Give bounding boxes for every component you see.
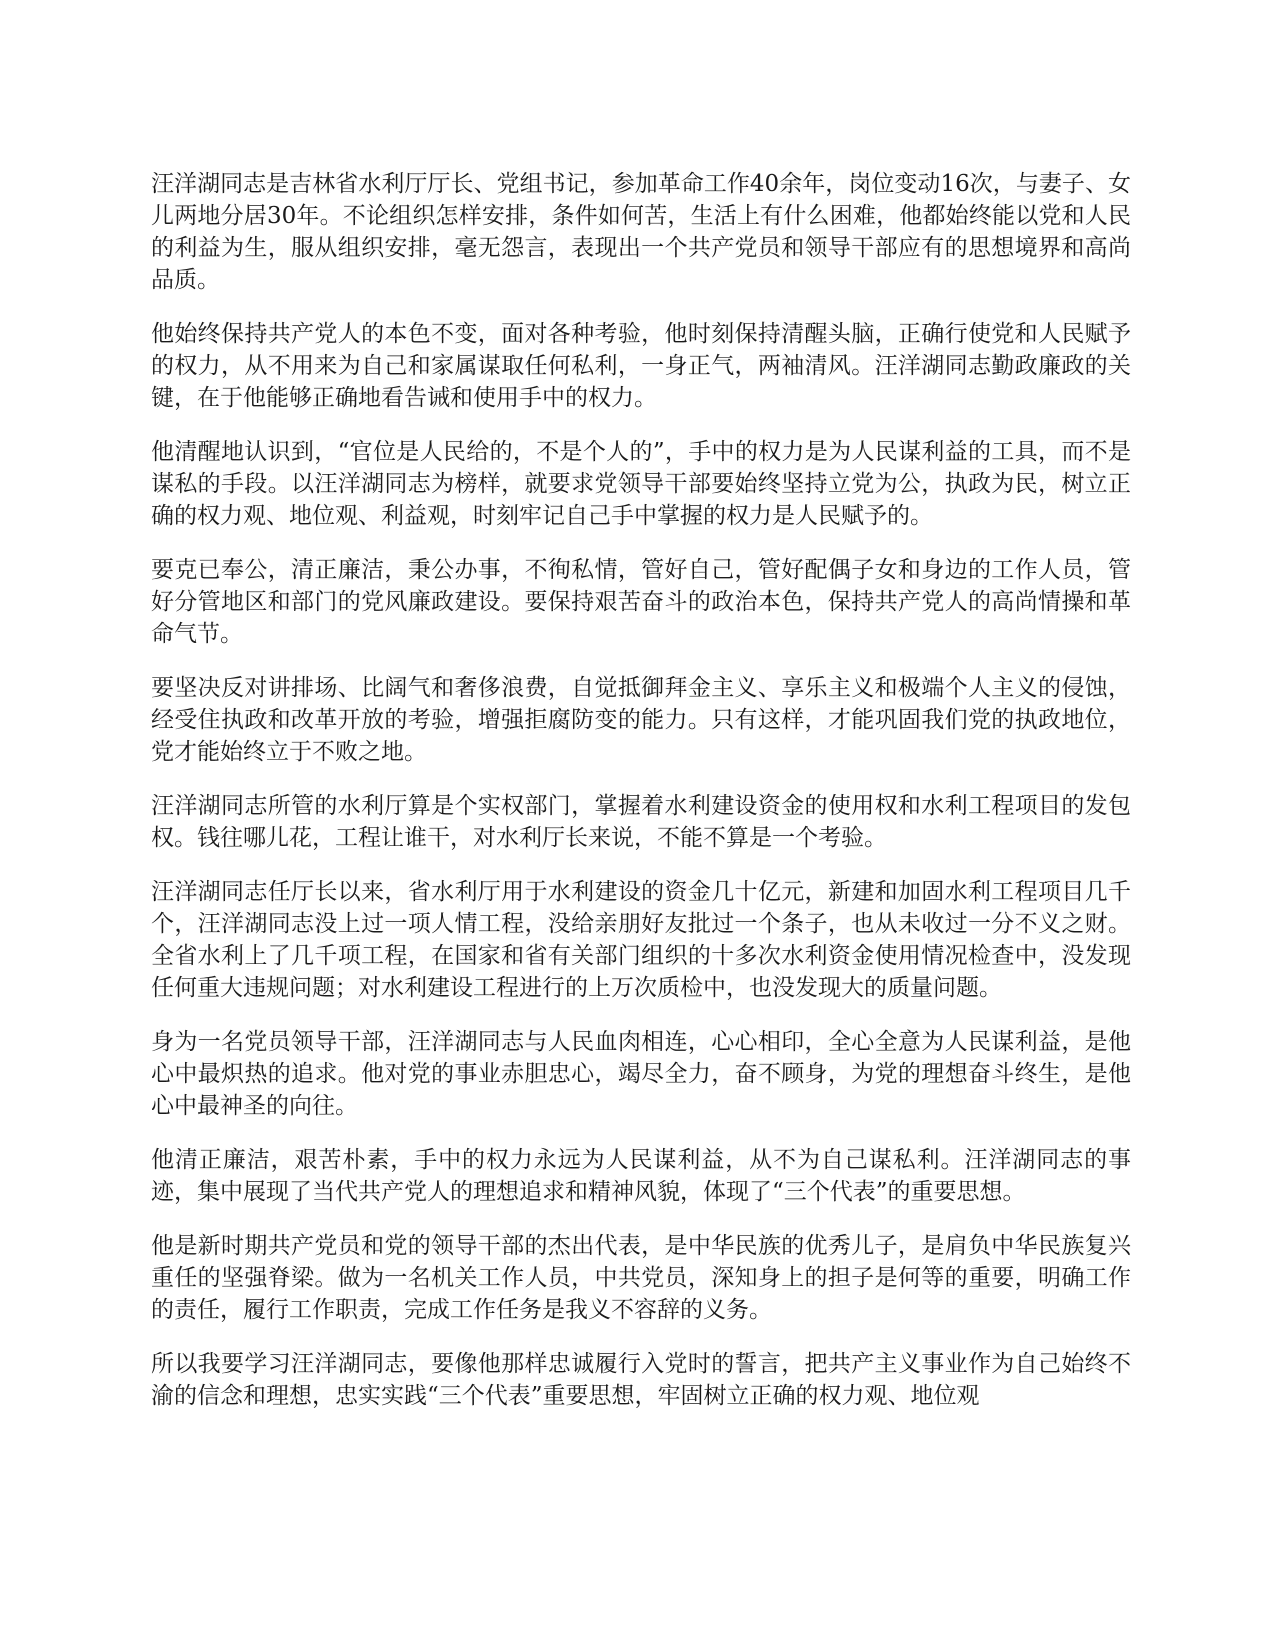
paragraph-7: 汪洋湖同志任厅长以来，省水利厅用于水利建设的资金几十亿元，新建和加固水利工程项目几千个，汪洋湖同志没上过一项人情工程，没给亲朋好友批过一个条子，也从未收过一分不义之财。全省水利上了几千项工程，在国家和省有关部门组织的十多次水利资金使用情况检查中，没发现任何重大违规问题；对水利建设工程进行的上万次质检中，也没发现大的质量问题。 bbox=[151, 879, 1131, 1001]
paragraph-11: 所以我要学习汪洋湖同志，要像他那样忠诚履行入党时的誓言，把共产主义事业作为自己始终不渝的信念和理想，忠实实践“三个代表”重要思想，牢固树立正确的权力观、地位观 bbox=[151, 1351, 1131, 1409]
paragraph-6: 汪洋湖同志所管的水利厅算是个实权部门，掌握着水利建设资金的使用权和水利工程项目的发包权。钱往哪儿花，工程让谁干，对水利厅长来说，不能不算是一个考验。 bbox=[151, 793, 1131, 851]
paragraph-10: 他是新时期共产党员和党的领导干部的杰出代表，是中华民族的优秀儿子，是肩负中华民族复兴重任的坚强脊梁。做为一名机关工作人员，中共党员，深知身上的担子是何等的重要，明确工作的责任，履行工作职责，完成工作任务是我义不容辞的义务。 bbox=[151, 1233, 1131, 1323]
paragraph-5: 要坚决反对讲排场、比阔气和奢侈浪费，自觉抵御拜金主义、享乐主义和极端个人主义的侵蚀，经受住执政和改革开放的考验，增强拒腐防变的能力。只有这样，才能巩固我们党的执政地位，党才能始终立于不败之地。 bbox=[151, 675, 1131, 765]
paragraph-4: 要克已奉公，清正廉洁，秉公办事，不徇私情，管好自己，管好配偶子女和身边的工作人员，管好分管地区和部门的党风廉政建设。要保持艰苦奋斗的政治本色，保持共产党人的高尚情操和革命气节。 bbox=[151, 557, 1131, 647]
paragraph-8: 身为一名党员领导干部，汪洋湖同志与人民血肉相连，心心相印，全心全意为人民谋利益，是他心中最炽热的追求。他对党的事业赤胆忠心，竭尽全力，奋不顾身，为党的理想奋斗终生，是他心中最神圣的向往。 bbox=[151, 1029, 1131, 1119]
document-body bbox=[151, 168, 1131, 1434]
paragraph-1: 汪洋湖同志是吉林省水利厅厅长、党组书记，参加革命工作40余年，岗位变动16次，与妻子、女儿两地分居30年。不论组织怎样安排，条件如何苦，生活上有什么困难，他都始终能以党和人民的利益为生，服从组织安排，毫无怨言，表现出一个共产党员和领导干部应有的思想境界和高尚品质。 bbox=[151, 171, 1131, 293]
paragraph-9: 他清正廉洁，艰苦朴素，手中的权力永远为人民谋利益，从不为自己谋私利。汪洋湖同志的事迹，集中展现了当代共产党人的理想追求和精神风貌，体现了“三个代表”的重要思想。 bbox=[151, 1147, 1131, 1205]
paragraph-3: 他清醒地认识到，“官位是人民给的，不是个人的”，手中的权力是为人民谋利益的工具，而不是谋私的手段。以汪洋湖同志为榜样，就要求党领导干部要始终坚持立党为公，执政为民，树立正确的权力观、地位观、利益观，时刻牢记自己手中掌握的权力是人民赋予的。 bbox=[151, 439, 1131, 529]
paragraph-2: 他始终保持共产党人的本色不变，面对各种考验，他时刻保持清醒头脑，正确行使党和人民赋予的权力，从不用来为自己和家属谋取任何私利，一身正气，两袖清风。汪洋湖同志勤政廉政的关键，在于他能够正确地看告诫和使用手中的权力。 bbox=[151, 321, 1131, 411]
